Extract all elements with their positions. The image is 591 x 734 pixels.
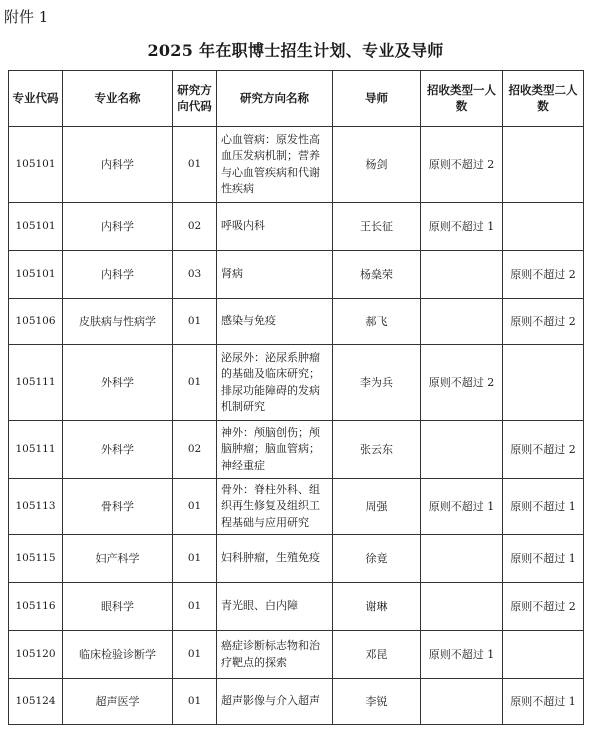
cell-supervisor: 周强 [333,479,421,535]
cell-major-code: 105101 [9,203,63,251]
cell-type2-count: 原则不超过 1 [503,535,584,583]
cell-major-name: 骨科学 [63,479,173,535]
cell-supervisor: 张云东 [333,421,421,479]
cell-type1-count [421,421,503,479]
cell-major-code: 105120 [9,631,63,679]
cell-direction-name: 感染与免疫 [217,299,333,345]
cell-major-code: 105111 [9,345,63,421]
col-header-type1-count: 招收类型一人数 [421,71,503,127]
cell-direction-code: 01 [173,127,217,203]
cell-major-code: 105101 [9,251,63,299]
col-header-type2-count: 招收类型二人数 [503,71,584,127]
cell-direction-name: 泌尿外：泌尿系肿瘤的基础及临床研究；排尿功能障碍的发病机制研究 [217,345,333,421]
cell-type2-count: 原则不超过 2 [503,583,584,631]
cell-direction-name: 妇科肿瘤，生殖免疫 [217,535,333,583]
cell-type2-count: 原则不超过 1 [503,679,584,725]
cell-major-code: 105116 [9,583,63,631]
cell-direction-code: 02 [173,421,217,479]
cell-type2-count [503,345,584,421]
table-row [9,203,584,251]
table-header-row [9,71,584,127]
cell-major-code: 105124 [9,679,63,725]
cell-major-name: 内科学 [63,203,173,251]
cell-direction-name: 超声影像与介入超声 [217,679,333,725]
table-row [9,299,584,345]
cell-major-code: 105115 [9,535,63,583]
cell-direction-code: 01 [173,479,217,535]
table-row [9,345,584,421]
table-row [9,679,584,725]
table-row [9,421,584,479]
col-header-direction-name: 研究方向名称 [217,71,333,127]
cell-supervisor: 徐竟 [333,535,421,583]
cell-type1-count [421,299,503,345]
cell-supervisor: 李锐 [333,679,421,725]
cell-supervisor: 李为兵 [333,345,421,421]
cell-major-name: 眼科学 [63,583,173,631]
cell-direction-code: 01 [173,535,217,583]
cell-type1-count [421,251,503,299]
cell-type1-count: 原则不超过 1 [421,631,503,679]
cell-type2-count [503,631,584,679]
cell-major-code: 105106 [9,299,63,345]
table-row [9,535,584,583]
cell-direction-name: 青光眼、白内障 [217,583,333,631]
cell-type2-count: 原则不超过 2 [503,421,584,479]
cell-major-code: 105113 [9,479,63,535]
col-header-major-name: 专业名称 [63,71,173,127]
table-row [9,127,584,203]
cell-type1-count [421,679,503,725]
cell-type1-count [421,535,503,583]
cell-type2-count [503,203,584,251]
col-header-major-code: 专业代码 [9,71,63,127]
attachment-label: 附件 1 [4,8,49,26]
table-row [9,583,584,631]
cell-supervisor: 郝飞 [333,299,421,345]
table-row [9,479,584,535]
cell-direction-code: 03 [173,251,217,299]
cell-type1-count: 原则不超过 1 [421,203,503,251]
cell-direction-name: 癌症诊断标志物和治疗靶点的探索 [217,631,333,679]
cell-major-code: 105111 [9,421,63,479]
cell-major-name: 外科学 [63,421,173,479]
cell-major-name: 妇产科学 [63,535,173,583]
cell-supervisor: 邓昆 [333,631,421,679]
cell-type2-count: 原则不超过 2 [503,299,584,345]
cell-type2-count: 原则不超过 2 [503,251,584,299]
cell-major-name: 外科学 [63,345,173,421]
cell-direction-name: 骨外：脊柱外科、组织再生修复及组织工程基础与应用研究 [217,479,333,535]
page-title: 2025 年在职博士招生计划、专业及导师 [147,41,444,60]
cell-type2-count [503,127,584,203]
cell-major-name: 内科学 [63,127,173,203]
cell-type1-count: 原则不超过 2 [421,127,503,203]
table-row [9,631,584,679]
cell-direction-name: 神外：颅脑创伤；颅脑肿瘤；脑血管病；神经重症 [217,421,333,479]
cell-supervisor: 杨燊荣 [333,251,421,299]
cell-type1-count: 原则不超过 1 [421,479,503,535]
cell-direction-code: 01 [173,631,217,679]
cell-major-name: 超声医学 [63,679,173,725]
col-header-direction-code: 研究方向代码 [173,71,217,127]
cell-direction-name: 呼吸内科 [217,203,333,251]
cell-major-code: 105101 [9,127,63,203]
cell-type1-count: 原则不超过 2 [421,345,503,421]
cell-supervisor: 谢琳 [333,583,421,631]
cell-supervisor: 王长征 [333,203,421,251]
cell-type2-count: 原则不超过 1 [503,479,584,535]
cell-supervisor: 杨剑 [333,127,421,203]
cell-direction-code: 01 [173,583,217,631]
cell-major-name: 内科学 [63,251,173,299]
cell-direction-name: 肾病 [217,251,333,299]
cell-direction-code: 01 [173,345,217,421]
cell-major-name: 临床检验诊断学 [63,631,173,679]
cell-direction-code: 01 [173,679,217,725]
cell-direction-name: 心血管病：原发性高血压发病机制；营养与心血管疾病和代谢性疾病 [217,127,333,203]
cell-type1-count [421,583,503,631]
table-row [9,251,584,299]
cell-direction-code: 02 [173,203,217,251]
cell-major-name: 皮肤病与性病学 [63,299,173,345]
col-header-supervisor: 导师 [333,71,421,127]
enrollment-table [8,70,584,725]
cell-direction-code: 01 [173,299,217,345]
